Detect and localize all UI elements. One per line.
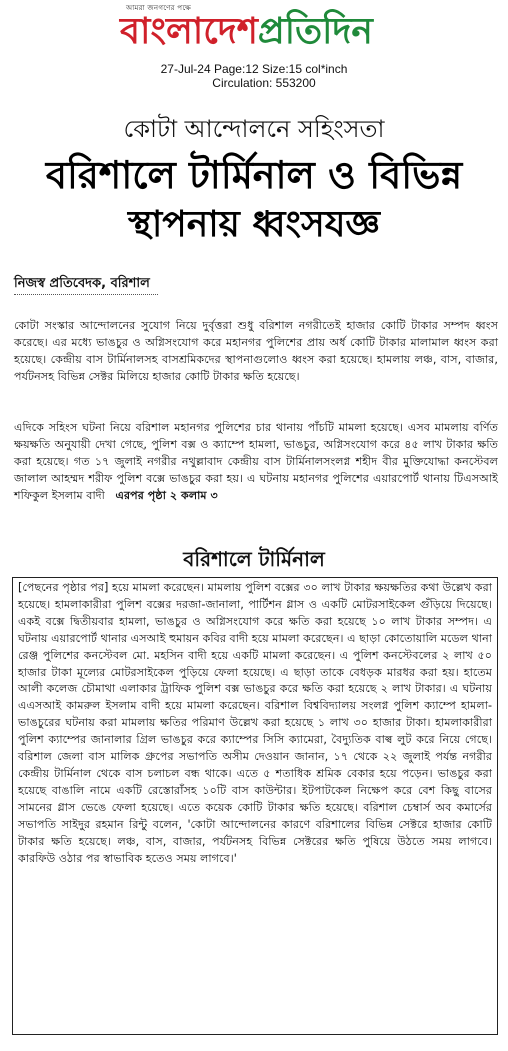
- newspaper-masthead: [0, 0, 508, 56]
- paragraph-2-text: এদিকে সহিংস ঘটনা নিয়ে বরিশাল মহানগর পুলিশের চার থানায় পাঁচটি মামলা হয়েছে। এসব মামলায় বর্ণিত ক্ষয়ক্ষতি অনুযায়ী দেখা গেছে, পুলিশ বক্স ও ক্যাম্পে হামলা, ভাঙচুর, অগ্নিসংযোগ করে ৪৫ লাখ টাকার ক্ষতি করা হয়েছে। গত ১৭ জুলাই নগরীর নথুল্লাবাদ কেন্দ্রীয় বাস টার্মিনালসংলগ্ন শহীদ বীর মুক্তিযোদ্ধা কনস্টেবল জালাল আহম্মদ শরীফ পুলিশ বক্সে ভাঙচুর করা হয়। এ ঘটনায় মহানগর পুলিশের এয়ারপোর্ট থানায় টিএসআই শফিকুল ইসলাম বাদী: [14, 421, 498, 502]
- continuation-reference: এরপর পৃষ্ঠা ২ কলাম ৩: [115, 488, 218, 502]
- logo-text-part2: প্রতিদিন: [257, 10, 373, 52]
- article-paragraph-2: [14, 420, 498, 505]
- clipping-circulation: Circulation: 553200: [212, 76, 316, 90]
- newspaper-logo: [120, 6, 400, 54]
- continuation-box: [12, 577, 498, 1035]
- clipping-metadata: [0, 62, 508, 90]
- headline-line-2: স্থাপনায় ধ্বংসযজ্ঞ: [128, 204, 380, 245]
- logo-text-part1: বাংলাদেশ: [120, 10, 258, 52]
- masthead-tagline: আমরা জনগণের পক্ষে: [126, 4, 192, 12]
- headline-line-1: বরিশালে টার্মিনাল ও বিভিন্ন: [45, 153, 463, 197]
- continuation-subhead: বরিশালে টার্মিনাল: [183, 547, 325, 571]
- article-headline: [0, 150, 508, 250]
- clipping-date-page-size: 27-Jul-24 Page:12 Size:15 col*inch: [160, 62, 348, 76]
- continuation-text: [পেছনের পৃষ্ঠার পর] হয়ে মামলা করেছেন। মামলায় পুলিশ বক্সের ৩০ লাখ টাকার ক্ষয়ক্ষতির কথা উল্লেখ করা হয়েছে। হামলাকারীরা পুলিশ বক্সের দরজা-জানালা, পার্টিশন গ্লাস ও একটি মোটরসাইকেল গুঁড়িয়ে দিয়েছে। একই বক্সে দ্বিতীয়বার হামলা, ভাঙচুর ও অগ্নিসংযোগ করে ক্ষতি করা হয়েছে ১০ লাখ টাকার সম্পদ। এ ঘটনায় এয়ারপোর্ট থানার এসআই হুমায়ন কবির বাদী হয়ে মামলা করেছেন। এ ছাড়া কোতোয়ালি মডেল থানা রেঞ্জ পুলিশের কনস্টেবল মো. মহসিন বাদী হয়ে একটি মামলা করেছেন। এ পুলিশ কনস্টেবলের ২ লাখ ৫০ হাজার টাকা মূল্যের মোটরসাইকেল পুড়িয়ে ফেলা হয়েছে। এ ছাড়া তাকে বেধড়ক মারধর করা হয়। হাতেম আলী কলেজ চৌমাথা এলাকার ট্রাফিক পুলিশ বক্স ভাঙচুর করে ক্ষতি করা হয়েছে ২ লাখ টাকার। এ ঘটনায় এএসআই কামরুল ইসলাম বাদী হয়ে মামলা করেছেন। বরিশাল বিশ্ববিদ্যালয় সংলগ্ন পুলিশ ক্যাম্পে হামলা-ভাঙচুরের ঘটনায় করা মামলায় ক্ষতির পরিমাণ উল্লেখ করা হয়েছে ১ লাখ ৩০ হাজার টাকা। হামলাকারীরা পুলিশ ক্যাম্পের জানালার গ্রিল ভাঙচুর করে ক্যাম্পের সিসি ক্যামেরা, বৈদ্যুতিক বাল্ব লুট করে নিয়ে গেছে। বরিশাল জেলা বাস মালিক গ্রুপের সভাপতি অসীম দেওয়ান জানান, ১৭ থেকে ২২ জুলাই পর্যন্ত নগরীর কেন্দ্রীয় টার্মিনাল থেকে বাস চলাচল বন্ধ থাকে। এতে ৫ শতাধিক শ্রমিক বেকার হয়ে পড়েন। ভাঙচুর করা হয়েছে বাঙালি নামে একটি রেস্তোরাঁসহ ১০টি বাস কাউন্টার। ইটপাটকেল নিক্ষেপ করে বেশ কিছু বাসের সামনের গ্লাস ভেঙে ফেলা হয়েছে। এতে কয়েক কোটি টাকার ক্ষতি হয়েছে। বরিশাল চেম্বার্স অব কমার্সের সভাপতি সাইদুর রহমান রিন্টু বলেন, 'কোটা আন্দোলনের কারণে বরিশালের বিভিন্ন সেক্টরে হাজার কোটি টাকার ক্ষতি হয়েছে। লঞ্চ, বাস, বাজার, পর্যটনসহ বিভিন্ন সেক্টরের ক্ষতি পুষিয়ে উঠতে সময় লাগবে। কারফিউ ওঠার পর স্বাভাবিক হতেও সময় লাগবে।': [18, 581, 492, 865]
- article-kicker: কোটা আন্দোলনে সহিংসতা: [123, 115, 385, 143]
- article-paragraph-1: কোটা সংস্কার আন্দোলনের সুযোগ নিয়ে দুর্বৃত্তরা শুধু বরিশাল নগরীতেই হাজার কোটি টাকার সম্পদ ধ্বংস করেছে। এর মধ্যে ভাঙচুর ও অগ্নিসংযোগ করে মহানগর পুলিশের প্রায় অর্ধ কোটি টাকার মালামাল ধ্বংস করা হয়েছে। কেন্দ্রীয় বাস টার্মিনালসহ বাসশ্রমিকদের স্থাপনাগুলোও ধ্বংস করা হয়েছে। হামলায় লঞ্চ, বাস, বাজার, পর্যটনসহ বিভিন্ন সেক্টর মিলিয়ে হাজার কোটি টাকার ক্ষতি হয়েছে।: [14, 319, 498, 383]
- article-byline: নিজস্ব প্রতিবেদক, বরিশাল: [14, 274, 158, 295]
